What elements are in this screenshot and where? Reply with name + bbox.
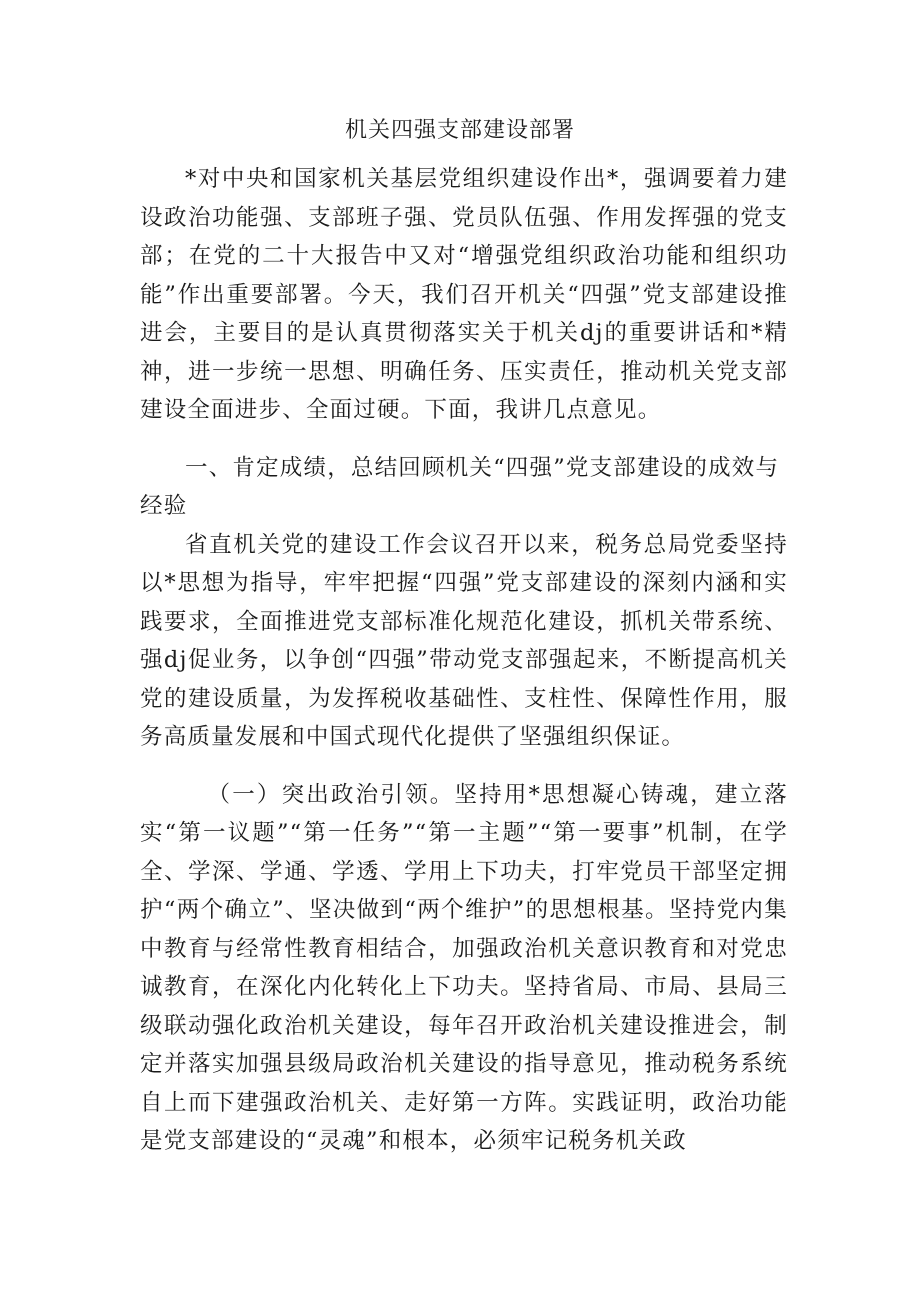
document-body [140, 160, 788, 1161]
document-title: 机关四强支部建设部署 [344, 118, 575, 143]
body-paragraph-3: （一）突出政治引领。坚持用*思想凝心铸魂，建立落实“第一议题”“第一任务”“第一主题”“第一要事”机制，在学全、学深、学通、学透、学用上下功夫，打牢党员干部坚定拥护“两个确立”、坚决做到“两个维护”的思想根基。坚持党内集中教育与经常性教育相结合，加强政治机关意识教育和对党忠诚教育，在深化内化转化上下功夫。坚持省局、市局、县局三级联动强化政治机关建设，每年召开政治机关建设推进会，制定并落实加强县级局政治机关建设的指导意见，推动税务系统自上而下建强政治机关、走好第一方阵。实践证明，政治功能是党支部建设的“灵魂”和根本，必须牢记税务机关政 [140, 781, 788, 1154]
section-heading-1: 一、肯定成绩，总结回顾机关“四强”党支部建设的成效与经验 [140, 454, 780, 519]
intro-paragraph: *对中央和国家机关基层党组织建设作出*，强调要着力建设政治功能强、支部班子强、党员队伍强、作用发挥强的党支部；在党的二十大报告中又对“增强党组织政治功能和组织功能”作出重要部署。今天，我们召开机关“四强”党支部建设推进会，主要目的是认真贯彻落实关于机关dj的重要讲话和*精神，进一步统一思想、明确任务、压实责任，推动机关党支部建设全面进步、全面过硬。下面，我讲几点意见。 [140, 166, 788, 423]
body-paragraph-2: 省直机关党的建设工作会议召开以来，税务总局党委坚持以*思想为指导，牢牢把握“四强”党支部建设的深刻内涵和实践要求，全面推进党支部标准化规范化建设，抓机关带系统、强dj促业务，以争创“四强”带动党支部强起来，不断提高机关党的建设质量，为发挥税收基础性、支柱性、保障性作用，服务高质量发展和中国式现代化提供了坚强组织保证。 [140, 531, 788, 750]
